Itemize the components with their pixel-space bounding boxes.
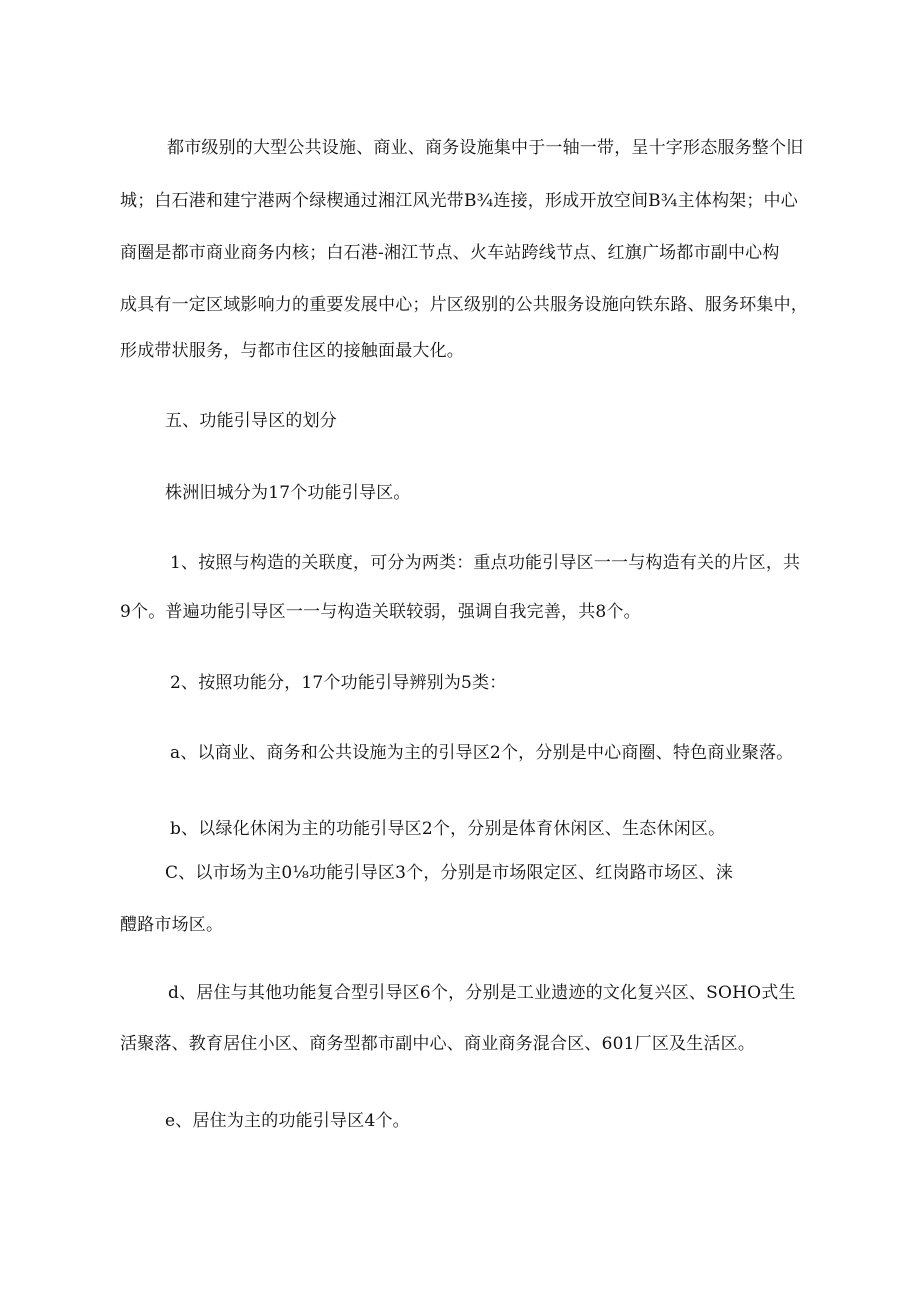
section-heading-5: 五、功能引导区的划分 bbox=[165, 411, 337, 431]
paragraph-1-line-4: 成具有一定区域影响力的重要发展中心；片区级别的公共服务设施向铁东路、服务环集中， bbox=[120, 295, 808, 315]
item-a: a、以商业、商务和公共设施为主的引导区2个，分别是中心商圈、特色商业聚落。 bbox=[170, 743, 794, 763]
item-d-line-2: 活聚落、教育居住小区、商务型都市副中心、商业商务混合区、601厂区及生活区。 bbox=[120, 1034, 756, 1054]
item-2: 2、按照功能分，17个功能引导辨别为5类： bbox=[170, 673, 507, 693]
item-c-line-1: C、以市场为主0⅛功能引导区3个，分别是市场限定区、红岗路市场区、涞 bbox=[165, 863, 733, 883]
item-d-line-1: d、居住与其他功能复合型引导区6个，分别是工业遗迹的文化复兴区、SOHO式生 bbox=[168, 983, 796, 1003]
paragraph-1-line-1: 都市级别的大型公共设施、商业、商务设施集中于一轴一带，呈十字形态服务整个旧 bbox=[167, 138, 804, 158]
paragraph-1-line-5: 形成带状服务，与都市住区的接触面最大化。 bbox=[120, 341, 464, 361]
paragraph-2: 株洲旧城分为17个功能引导区。 bbox=[165, 483, 411, 503]
paragraph-1-line-3: 商圈是都市商业商务内核；白石港-湘江节点、火车站跨线节点、红旗广场都市副中心构 bbox=[120, 243, 780, 263]
item-1-line-1: 1、按照与构造的关联度，可分为两类：重点功能引导区一一与构造有关的片区，共 bbox=[170, 553, 801, 573]
item-b: b、以绿化休闲为主的功能引导区2个，分别是体育休闲区、生态休闲区。 bbox=[170, 819, 726, 839]
item-e: e、居住为主的功能引导区4个。 bbox=[165, 1111, 410, 1131]
paragraph-1-line-2: 城；白石港和建宁港两个绿楔通过湘江风光带B¾连接，形成开放空间B¾主体构架；中心 bbox=[120, 191, 798, 211]
item-c-line-2: 醴路市场区。 bbox=[120, 915, 224, 935]
item-1-line-2: 9个。普遍功能引导区一一与构造关联较弱，强调自我完善，共8个。 bbox=[120, 602, 641, 622]
